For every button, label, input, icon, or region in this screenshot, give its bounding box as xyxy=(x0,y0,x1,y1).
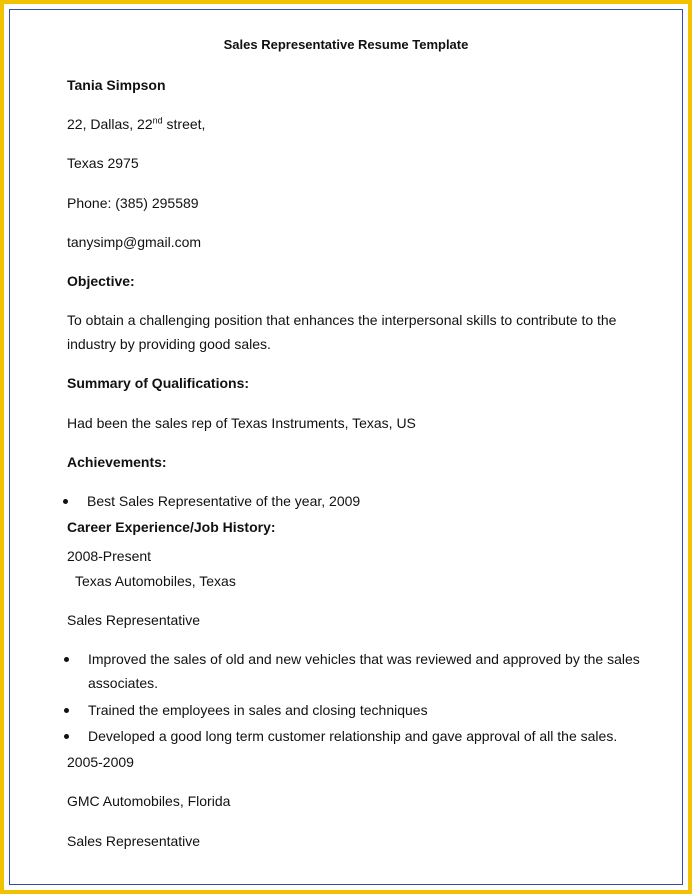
job-period: 2008-Present xyxy=(67,548,152,564)
bullet-icon xyxy=(64,734,69,739)
phone: Phone: (385) 295589 xyxy=(67,195,199,211)
job-period: 2005-2009 xyxy=(67,754,134,770)
achievements-heading: Achievements: xyxy=(67,454,167,470)
career-heading: Career Experience/Job History: xyxy=(67,519,276,535)
job-company: Texas Automobiles, Texas xyxy=(75,573,236,589)
bullet-icon xyxy=(63,499,68,504)
bullet-icon xyxy=(64,657,69,662)
document-title: Sales Representative Resume Template xyxy=(223,37,469,52)
summary-text: Had been the sales rep of Texas Instruments, Texas, US xyxy=(67,415,416,431)
objective-line-2: industry by providing good sales. xyxy=(67,336,271,352)
objective-line-1: To obtain a challenging position that enhances the interpersonal skills to contribute to the xyxy=(67,312,617,328)
email: tanysimp@gmail.com xyxy=(67,234,202,250)
summary-heading: Summary of Qualifications: xyxy=(67,375,250,391)
objective-heading: Objective: xyxy=(67,273,135,289)
job-role: Sales Representative xyxy=(67,833,201,849)
job-company: GMC Automobiles, Florida xyxy=(67,793,231,809)
address-line-2: Texas 2975 xyxy=(67,155,139,171)
address-line-1: 22, Dallas, 22nd street, xyxy=(67,115,206,132)
job-role: Sales Representative xyxy=(67,612,201,628)
bullet-icon xyxy=(64,708,69,713)
candidate-name: Tania Simpson xyxy=(67,77,166,93)
